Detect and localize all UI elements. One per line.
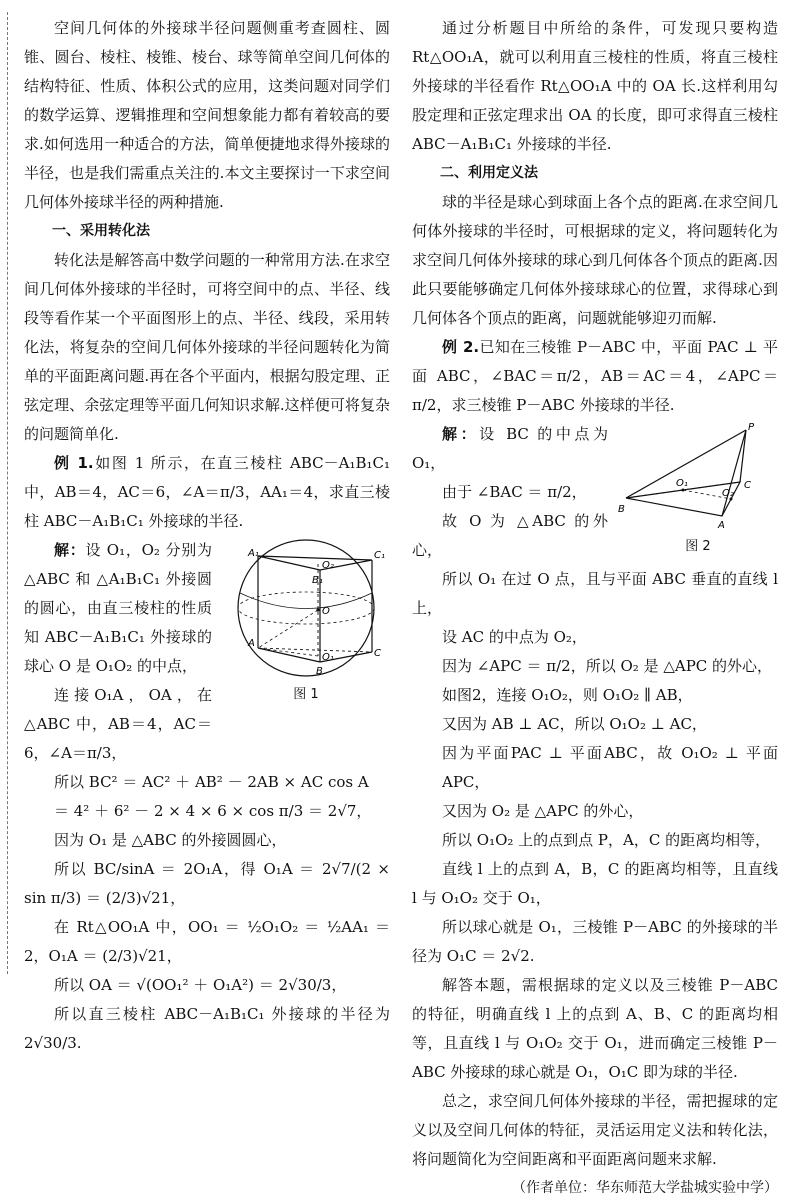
fig1-label-c: C [374,648,381,659]
example2-text: 已知在三棱锥 P－ABC 中，平面 PAC ⊥ 平面 ABC，∠BAC＝π/2，AB＝AC＝4，∠APC＝π/2，求三棱锥 P－ABC 外接球的半径. [412,338,778,414]
example2-step-4: 所以 O₁ 在过 O 点，且与平面 ABC 垂直的直线 l 上， [412,570,778,617]
analysis-2: 解答本题，需根据球的定义以及三棱锥 P－ABC 的特征，明确直线 l 上的点到 A、B、C 的距离均相等，且直线 l 与 O₁O₂ 交于 O₁，进而确定三棱锥 P－ABC 外接球的球心就是 O₁，O₁C 即为球的半径. [412,976,778,1081]
intro-paragraph: 空间几何体的外接球半径问题侧重考查圆柱、圆锥、圆台、棱柱、棱锥、棱台、球等简单空间几何体的结构特征、性质、体积公式的应用，这类问题对同学们的数学运算、逻辑推理和空间想象能力都有着较高的要求.如何选用一种适合的方法，简单便捷地求得外接球的半径，也是我们需重点关注的.本文主要探讨一下求空间几何体外接球半径的两种措施. [24,19,390,211]
fig2-label-o2: O₂ [722,488,734,499]
figure-2 [618,420,778,556]
example1-eq-4: 所以 BC/sinA ＝ 2O₁A，得 O₁A ＝ 2√7/(2 × sin π/3) ＝ (2/3)√21， [24,860,390,907]
fig1-label-b1: B₁ [312,575,323,586]
example1-eq-3: 因为 O₁ 是 △ABC 的外接圆圆心， [54,831,287,849]
section2-paragraph: 球的半径是球心到球面上各个点的距离.在求空间几何体外接球的半径时，可根据球的定义，将问题转化为求空间几何体外接球的球心到几何体各个顶点的距离.因此只要能够确定几何体外接球球心的位置，求得球心到几何体各个顶点的距离，问题就能够迎刃而解. [412,193,778,327]
example1-eq-5: 在 Rt△OO₁A 中，OO₁ ＝ ½O₁O₂ ＝ ½AA₁ ＝ 2，O₁A ＝ (2/3)√21， [24,918,390,965]
analysis-1: 通过分析题目中所给的条件，可发现只要构造 Rt△OO₁A，就可以利用直三棱柱的性质，将直三棱柱外接球的半径看作 Rt△OO₁A 中的 OA 长.这样利用勾股定理和正弦定理求出 OA 的长度，即可求得直三棱柱 ABC－A₁B₁C₁ 外接球的半径. [412,19,778,153]
example2-step-1: 解：设 BC 的中点为 O₁， [412,425,608,472]
example1-solution-2: 连接O₁A，OA，在△ABC 中，AB＝4，AC＝6，∠A＝π/3， [24,686,212,762]
example1-solution-with-figure [24,536,390,768]
solution-label-2: 解： [442,425,480,443]
example1-eq-2: ＝ 4² ＋ 6² － 2 × 4 × 6 × cos π/3 ＝ 2√7， [54,802,372,820]
example1-eq-1: 所以 BC² ＝ AC² ＋ AB² － 2AB × AC cos A [54,773,369,791]
fig1-label-o1: O₁ [322,652,334,663]
example2-step-6: 因为 ∠APC ＝ π/2，所以 O₂ 是 △APC 的外心， [442,657,773,675]
fig1-label-o2: O₂ [322,560,334,571]
example2-step-7: 如图2，连接 O₁O₂，则 O₁O₂ ∥ AB， [442,686,693,704]
author-affiliation: （作者单位：华东师范大学盐城实验中学） [512,1180,778,1196]
example2-problem [412,333,778,420]
example1-text: 如图 1 所示，在直三棱柱 ABC－A₁B₁C₁ 中，AB＝4，AC＝6，∠A＝π/3，AA₁＝4，求直三棱柱 ABC－A₁B₁C₁ 外接球的半径. [24,454,390,530]
fig2-label-o1: O₁ [676,478,688,489]
solution-label: 解： [54,541,86,559]
example2-step-8: 又因为 AB ⊥ AC，所以 O₁O₂ ⊥ AC， [442,715,707,733]
figure-2-caption: 图 2 [685,539,711,554]
example1-solution-1: 解：设 O₁，O₂ 分别为 △ABC 和 △A₁B₁C₁ 外接圆的圆心，由直三棱柱的性质知 ABC－A₁B₁C₁ 外接球的球心 O 是 O₁O₂ 的中点， [24,541,212,675]
example1-eq-6: 所以 OA ＝ √(OO₁² ＋ O₁A²) ＝ 2√30/3， [54,976,347,994]
example2-step-10: 又因为 O₂ 是 △APC 的外心， [442,802,644,820]
right-column [412,14,778,1203]
figure-1-prism-in-sphere [222,536,390,686]
fig1-label-a: A [248,638,255,649]
example1-eq-7: 所以直三棱柱 ABC－A₁B₁C₁ 外接球的半径为 2√30/3. [24,1005,390,1052]
fig2-label-c: C [744,480,751,491]
example2-step-9: 因为平面PAC ⊥ 平面ABC，故 O₁O₂ ⊥ 平面APC， [442,744,778,791]
left-column [24,14,390,1058]
binding-cut-line [7,12,8,974]
conclusion: 总之，求空间几何体外接球的半径，需把握球的定义以及空间几何体的特征，灵活运用定义法和转化法，将问题简化为空间距离和平面距离问题来求解. [412,1092,778,1168]
example2-step-3: 故 O 为 △ABC 的外心， [412,512,608,559]
example1-label: 例 1. [54,454,94,472]
example2-solution-with-figure [412,420,778,565]
example2-label: 例 2. [442,338,480,356]
fig1-label-a1: A₁ [248,548,259,559]
figure-1 [222,536,390,704]
section1-heading: 一、采用转化法 [52,223,150,239]
section2-heading: 二、利用定义法 [440,165,538,181]
fig2-label-p: P [748,422,755,433]
example2-step-2: 由于 ∠BAC ＝ π/2， [442,483,587,501]
figure-2-triangular-pyramid [618,420,778,538]
fig1-label-b: B [316,666,323,677]
fig2-label-a: A [718,520,725,531]
figure-1-caption: 图 1 [293,687,319,702]
fig1-label-c1: C₁ [374,550,385,561]
fig1-label-o: O [322,606,330,617]
section1-paragraph: 转化法是解答高中数学问题的一种常用方法.在求空间几何体外接球的半径时，可将空间中的点、半径、线段等看作某一个平面图形上的点、半径、线段，采用转化法，将复杂的空间几何体外接球的半径问题转化为简单的平面距离问题.再在各个平面内，根据勾股定理、正弦定理、余弦定理等平面几何知识求解.这样便可将复杂的问题简单化. [24,251,390,443]
example2-step-13: 所以球心就是 O₁，三棱锥 P－ABC 的外接球的半径为 O₁C ＝ 2√2. [412,918,778,965]
example2-step-5: 设 AC 的中点为 O₂， [442,628,587,646]
fig2-label-b: B [618,504,625,515]
example2-step-12: 直线 l 上的点到 A，B，C 的距离均相等，且直线 l 与 O₁O₂ 交于 O₁， [412,860,778,907]
example2-step-11: 所以 O₁O₂ 上的点到点 P，A，C 的距离均相等， [442,831,771,849]
example1-problem [24,449,390,536]
